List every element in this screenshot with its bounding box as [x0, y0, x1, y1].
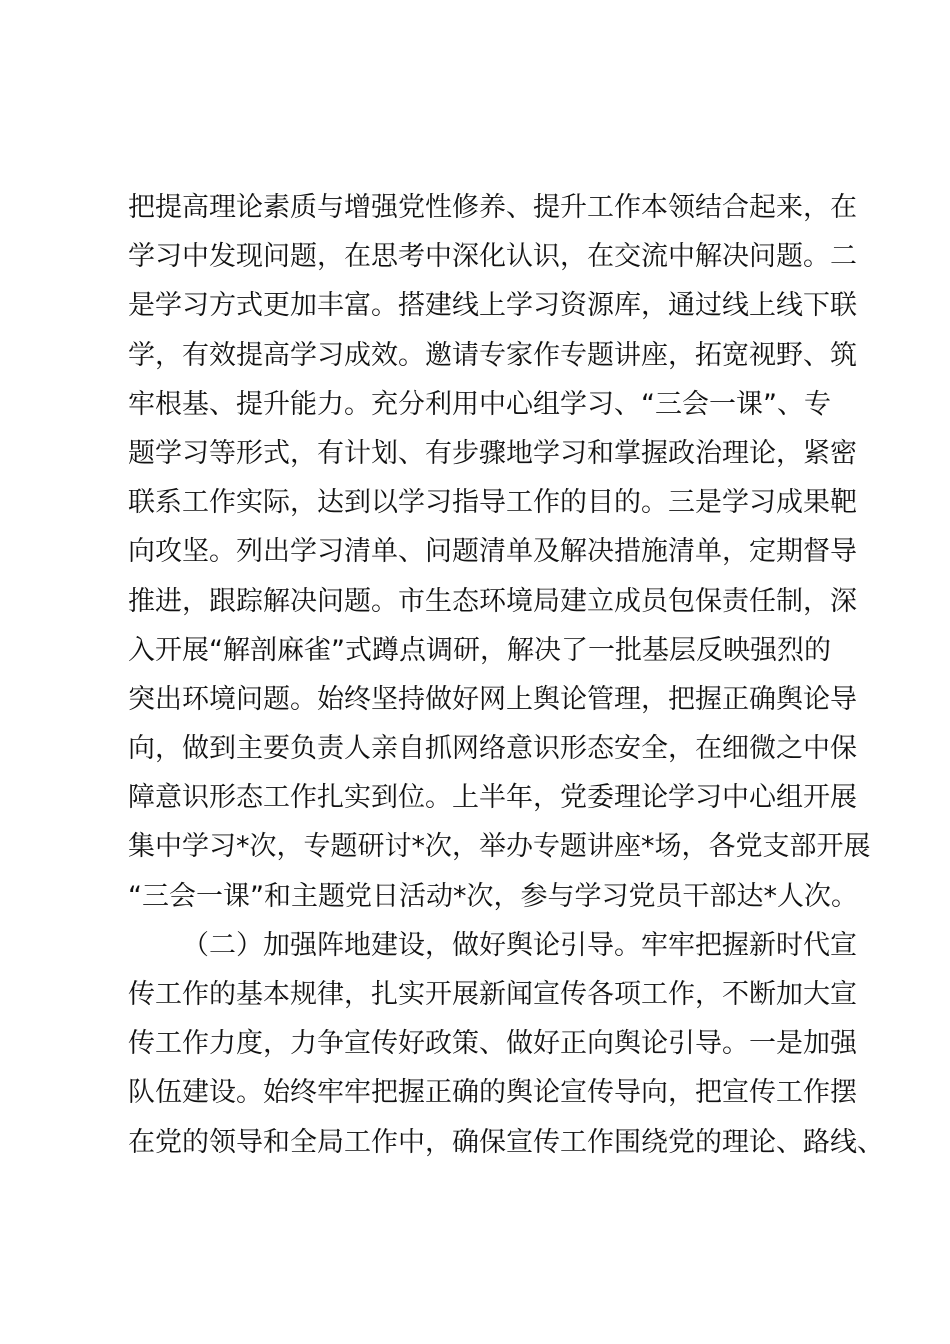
text-line: “三会一课”和主题党日活动*次，参与学习党员干部达*人次。 — [128, 880, 858, 912]
text-line: 传工作力度，力争宣传好政策、做好正向舆论引导。一是加强 — [128, 1028, 857, 1060]
text-line: 牢根基、提升能力。充分利用中心组学习、“三会一课”、专 — [128, 388, 831, 420]
text-line: 传工作的基本规律，扎实开展新闻宣传各项工作，不断加大宣 — [128, 979, 857, 1010]
text-line: 入开展“解剖麻雀”式蹲点调研，解决了一批基层反映强烈的 — [128, 634, 831, 666]
text-line: 向攻坚。列出学习清单、问题清单及解决措施清单，定期督导 — [128, 536, 857, 568]
text-line: 学习中发现问题，在思考中深化认识，在交流中解决问题。二 — [128, 241, 857, 273]
text-line: 突出环境问题。始终坚持做好网上舆论管理，把握正确舆论导 — [128, 683, 857, 715]
body-text — [128, 183, 884, 1167]
text-line: 在党的领导和全局工作中，确保宣传工作围绕党的理论、路线、 — [128, 1126, 884, 1158]
text-line: 障意识形态工作扎实到位。上半年，党委理论学习中心组开展 — [128, 782, 857, 814]
text-line: 把提高理论素质与增强党性修养、提升工作本领结合起来，在 — [128, 192, 857, 223]
section-heading-line: （二）加强阵地建设，做好舆论引导。牢牢把握新时代宣 — [182, 929, 857, 961]
text-line: 向，做到主要负责人亲自抓网络意识形态安全，在细微之中保 — [128, 733, 857, 765]
text-line: 是学习方式更加丰富。搭建线上学习资源库，通过线上线下联 — [128, 290, 857, 322]
text-line: 推进，跟踪解决问题。市生态环境局建立成员包保责任制，深 — [128, 585, 857, 617]
text-line: 队伍建设。始终牢牢把握正确的舆论宣传导向，把宣传工作摆 — [128, 1077, 857, 1109]
text-line: 联系工作实际，达到以学习指导工作的目的。三是学习成果靶 — [128, 487, 857, 519]
text-line: 集中学习*次，专题研讨*次，举办专题讲座*场，各党支部开展 — [128, 831, 871, 863]
text-line: 题学习等形式，有计划、有步骤地学习和掌握政治理论，紧密 — [128, 437, 857, 469]
text-line: 学，有效提高学习成效。邀请专家作专题讲座，拓宽视野、筑 — [128, 339, 857, 371]
